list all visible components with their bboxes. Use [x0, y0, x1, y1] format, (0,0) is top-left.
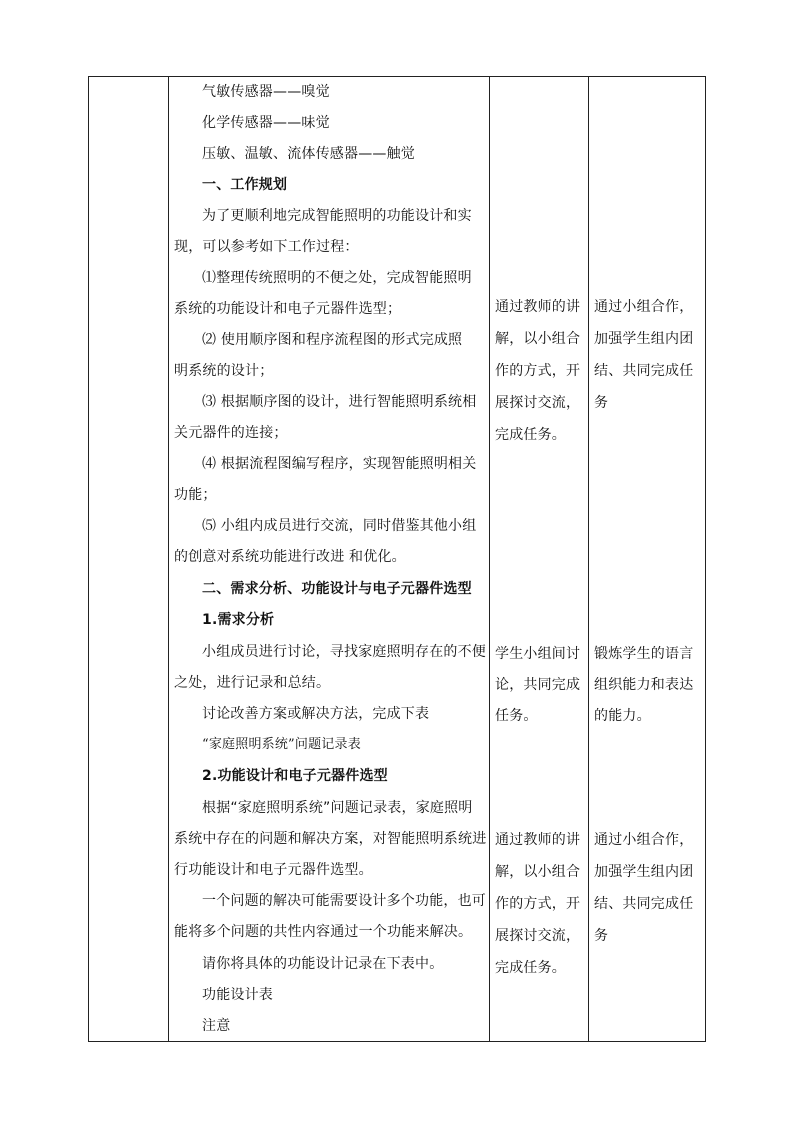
text-line: 压敏、温敏、流体传感器——触觉 — [202, 146, 415, 162]
text-line: 气敏传感器——嗅觉 — [202, 84, 330, 100]
text-line: 系统的功能设计和电子元器件选型； — [174, 301, 402, 317]
teacher-text: 学生小组间讨 — [495, 646, 581, 662]
intent-text: 加强学生组内团 — [594, 864, 694, 880]
column-divider — [588, 77, 589, 1041]
text-line: 行功能设计和电子元器件选型。 — [174, 862, 373, 878]
teacher-text: 任务。 — [495, 708, 538, 724]
intent-text: 结、共同完成任 — [594, 363, 694, 379]
teacher-text: 展探讨交流， — [495, 928, 581, 944]
subsection-heading: 2.功能设计和电子元器件选型 — [202, 768, 388, 784]
text-line: 根据“家庭照明系统”问题记录表，家庭照明 — [202, 800, 473, 816]
teacher-text: 作的方式，开 — [495, 363, 581, 379]
teacher-text: 完成任务。 — [495, 960, 566, 976]
teacher-text: 通过教师的讲 — [495, 832, 581, 848]
teacher-text: 展探讨交流， — [495, 395, 581, 411]
section-heading: 一、工作规划 — [202, 177, 288, 193]
text-line: 注意 — [202, 1018, 231, 1034]
table-caption: “家庭照明系统”问题记录表 — [202, 737, 361, 752]
intent-text: 的能力。 — [594, 708, 651, 724]
text-line: ⑷ 根据流程图编写程序，实现智能照明相关 — [202, 456, 477, 472]
text-line: 现，可以参考如下工作过程： — [174, 239, 359, 255]
text-line: 之处，进行记录和总结。 — [174, 675, 331, 691]
intent-text: 锻炼学生的语言 — [594, 646, 694, 662]
column-divider — [489, 77, 490, 1041]
teacher-text: 作的方式，开 — [495, 896, 581, 912]
text-line: 的创意对系统功能进行改进 和优化。 — [174, 549, 406, 565]
intent-text: 组织能力和表达 — [594, 677, 694, 693]
text-line: 小组成员进行讨论，寻找家庭照明存在的不便 — [202, 644, 486, 660]
text-line: ⑸ 小组内成员进行交流，同时借鉴其他小组 — [202, 518, 477, 534]
text-line: 讨论改善方案或解决方法，完成下表 — [202, 706, 430, 722]
intent-text: 务 — [594, 928, 609, 944]
subsection-heading: 1.需求分析 — [202, 612, 275, 628]
teacher-text: 解，以小组合 — [495, 864, 581, 880]
intent-text: 结、共同完成任 — [594, 896, 694, 912]
teacher-text: 通过教师的讲 — [495, 299, 581, 315]
intent-text: 通过小组合作， — [594, 832, 694, 848]
teacher-text: 完成任务。 — [495, 427, 566, 443]
column-divider — [168, 77, 169, 1041]
text-line: 化学传感器——味觉 — [202, 115, 330, 131]
text-line: 能将多个问题的共性内容通过一个功能来解决。 — [174, 924, 473, 940]
text-line: ⑵ 使用顺序图和程序流程图的形式完成照 — [202, 332, 463, 348]
text-line: 一个问题的解决可能需要设计多个功能，也可 — [202, 893, 486, 909]
text-line: 系统中存在的问题和解决方案，对智能照明系统进 — [174, 831, 487, 847]
teacher-text: 解，以小组合 — [495, 331, 581, 347]
text-line: ⑴整理传统照明的不便之处，完成智能照明 — [202, 270, 472, 286]
text-line: 明系统的设计； — [174, 363, 274, 379]
intent-text: 加强学生组内团 — [594, 331, 694, 347]
text-line: ⑶ 根据顺序图的设计，进行智能照明系统相 — [202, 394, 477, 410]
intent-text: 务 — [594, 395, 609, 411]
text-line: 为了更顺利地完成智能照明的功能设计和实 — [202, 208, 472, 224]
text-line: 关元器件的连接； — [174, 425, 288, 441]
text-line: 请你将具体的功能设计记录在下表中。 — [202, 956, 444, 972]
intent-text: 通过小组合作， — [594, 299, 694, 315]
text-line: 功能； — [174, 487, 217, 503]
section-heading: 二、需求分析、功能设计与电子元器件选型 — [202, 581, 472, 597]
teacher-text: 论，共同完成 — [495, 677, 581, 693]
text-line: 功能设计表 — [202, 987, 273, 1003]
